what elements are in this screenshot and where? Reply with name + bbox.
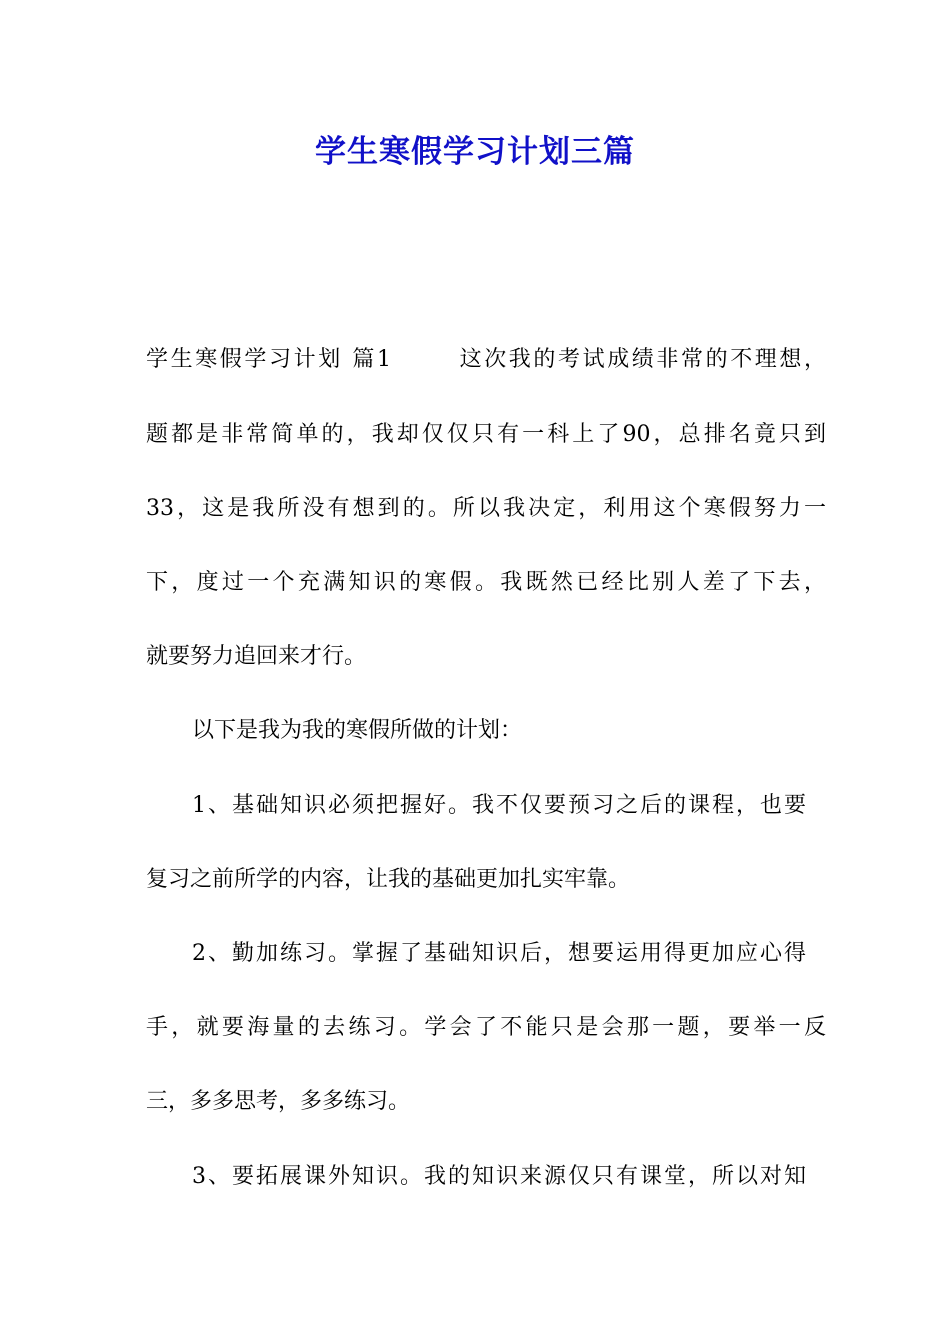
body-line-9: 2、勤加练习。掌握了基础知识后，想要运用得更加应心得	[192, 941, 806, 966]
body-text: 这次我的考试成绩非常的不理想，	[457, 347, 826, 372]
document-title: 学生寒假学习计划三篇	[315, 134, 635, 170]
body-line-7: 1、基础知识必须把握好。我不仅要预习之后的课程，也要	[192, 793, 806, 818]
body-line-10: 手，就要海量的去练习。学会了不能只是会那一题，要举一反	[146, 1015, 826, 1040]
body-line-1	[146, 340, 826, 380]
body-line-3: 33，这是我所没有想到的。所以我决定，利用这个寒假努力一	[146, 496, 826, 521]
body-line-6: 以下是我为我的寒假所做的计划：	[192, 718, 523, 743]
section-heading: 学生寒假学习计划 篇1	[146, 347, 391, 372]
body-line-11: 三，多多思考，多多练习。	[146, 1089, 411, 1114]
body-line-8: 复习之前所学的内容，让我的基础更加扎实牢靠。	[146, 867, 631, 892]
body-line-4: 下，度过一个充满知识的寒假。我既然已经比别人差了下去，	[146, 570, 826, 595]
body-line-2: 题都是非常简单的，我却仅仅只有一科上了90，总排名竟只到	[146, 422, 826, 447]
body-line-5: 就要努力追回来才行。	[146, 644, 367, 669]
body-line-12: 3、要拓展课外知识。我的知识来源仅只有课堂，所以对知	[192, 1164, 806, 1189]
